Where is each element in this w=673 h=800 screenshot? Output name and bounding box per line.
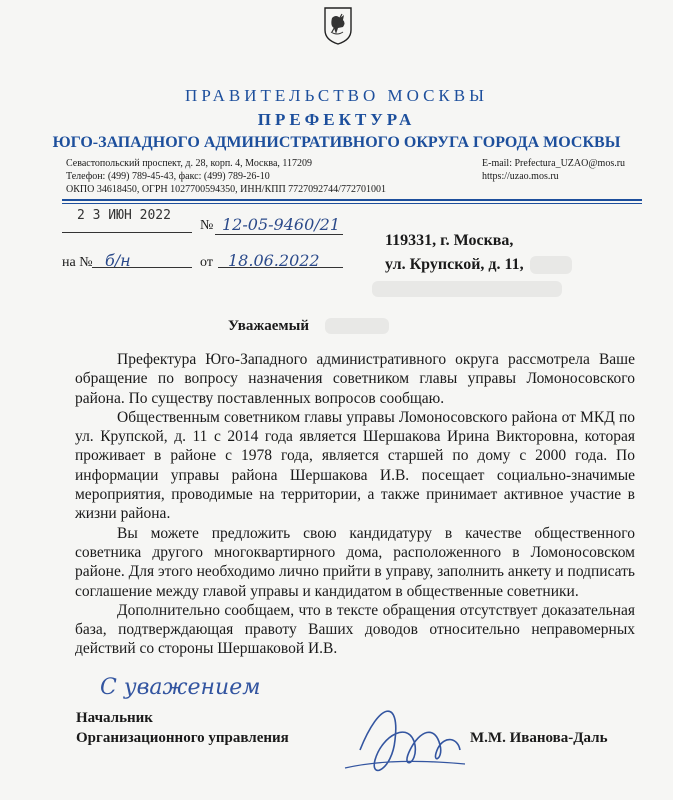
signatory-name: М.М. Иванова-Даль <box>470 730 608 746</box>
closing-handwritten: С уважением <box>100 675 261 700</box>
number-prefix: № <box>200 218 214 233</box>
prefecture-codes: ОКПО 34618450, ОГРН 1027700594350, ИНН/КПП 7727092744/772701001 <box>66 184 386 195</box>
body-paragraph: Вы можете предложить свою кандидатуру в качестве общественного советника другого многоквартирного дома, расположенного в Ломоносовском районе. Для этого необходимо лично прийти в управу, заполнить анкету и подписать соглашение между главой управы и кандидатом в общественные советники. <box>75 524 635 600</box>
registration-number: 12-05-9460/21 <box>222 215 340 234</box>
salutation: Уважаемый <box>228 318 309 334</box>
okrug-title: ЮГО-ЗАПАДНОГО АДМИНИСТРАТИВНОГО ОКРУГА ГОРОДА МОСКВЫ <box>52 134 621 151</box>
moscow-coat-of-arms-icon <box>323 6 353 46</box>
registration-date-stamp: 2 3 ИЮН 2022 <box>77 208 171 223</box>
prefecture-email: E-mail: Prefectura_UZAO@mos.ru <box>482 158 626 169</box>
reference-underline <box>92 267 192 268</box>
prefecture-address: Севастопольский проспект, д. 28, корп. 4, Москва, 117209 <box>66 158 313 169</box>
header-rule-top <box>62 199 642 201</box>
recipient-address-line1: 119331, г. Москва, <box>385 232 514 249</box>
body-paragraph: Общественным советником главы управы Ломоносовского района от МКД по ул. Крупской, д. 11 с 2014 года является Шершакова Ирина Викторовна, которая проживает в районе с 1978 года, является старшей по дому с 2000 года. По информации управы района Шершакова И.В. посещает социально-значимые мероприятия, проводимые на территории, а также принимает активное участие в жизни района. <box>75 408 635 523</box>
prefecture-phone: Телефон: (499) 789-45-43, факс: (499) 789-26-10 <box>66 171 270 182</box>
date-underline <box>62 232 192 233</box>
prefecture-website: https://uzao.mos.ru <box>482 171 559 182</box>
signatory-title1: Начальник <box>76 710 153 726</box>
redacted-salutation-name <box>325 318 389 334</box>
government-title: ПРАВИТЕЛЬСТВО МОСКВЫ <box>185 86 488 105</box>
redacted-recipient-name <box>372 281 562 297</box>
reference-number: б/н <box>105 251 131 270</box>
reference-from-label: от <box>200 255 213 270</box>
redacted-apartment <box>530 256 572 274</box>
reference-prefix: на № <box>62 255 93 270</box>
header-rule-bottom <box>62 203 642 204</box>
reference-date: 18.06.2022 <box>228 251 320 270</box>
body-paragraph: Дополнительно сообщаем, что в тексте обращения отсутствует доказательная база, подтверждающая правоту Ваших доводов относительно неправомерных действий со стороны Шершаковой И.В. <box>75 601 635 658</box>
prefecture-title: ПРЕФЕКТУРА <box>257 110 416 129</box>
body-paragraph: Префектура Юго-Западного административного округа рассмотрела Ваше обращение по вопросу назначения советником главы управы Ломоносовского района. По существу поставленных вопросов сообщаю. <box>75 351 635 407</box>
letter-body <box>75 350 635 659</box>
signature-image <box>340 690 470 790</box>
reference-date-underline <box>218 267 343 268</box>
recipient-address-line2: ул. Крупской, д. 11, <box>385 256 524 273</box>
number-underline <box>215 234 343 235</box>
signatory-title2: Организационного управления <box>76 730 289 746</box>
